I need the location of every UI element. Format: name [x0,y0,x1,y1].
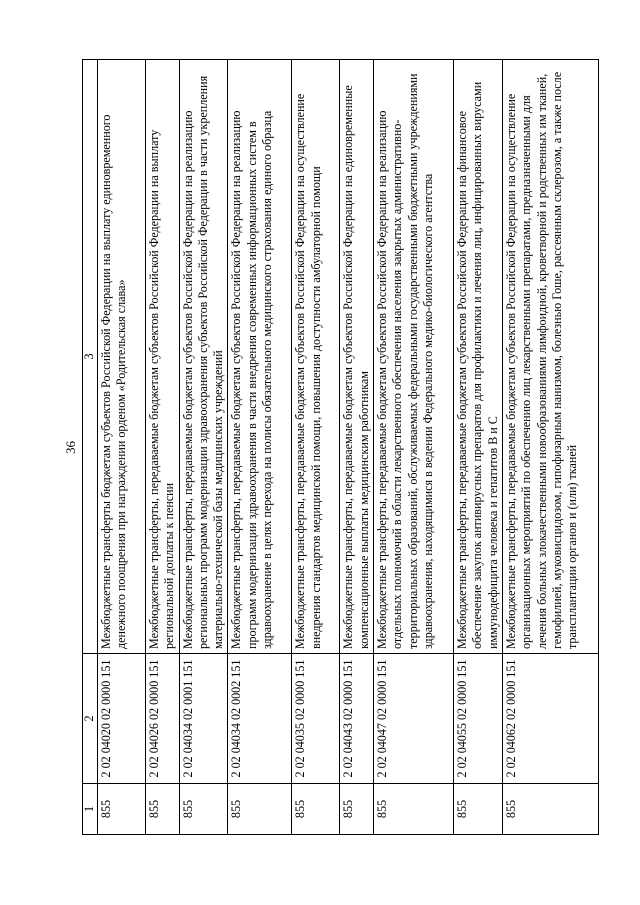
header-col-2: 2 [83,654,98,784]
admin-code-cell: 855 [146,784,180,835]
revenue-code-cell: 2 02 04062 02 0000 151 [502,654,598,784]
revenue-code-cell: 2 02 04035 02 0000 151 [292,654,340,784]
header-row [83,60,98,835]
description-cell: Межбюджетные трансферты, передаваемые бюджетам субъектов Российской Федерации на реализацию программ модернизации здравоохранения в части внедрения современных информационных систем в здравоохранение в целях перехода на полисы обязательного медицинского страхования единого образца [228,60,292,654]
table-row [374,60,454,835]
table-row [179,60,228,835]
table-row [454,60,503,835]
description-cell: Межбюджетные трансферты, передаваемые бюджетам субъектов Российской Федерации на реализацию региональных программ модернизации здравоохранения субъектов Российской Федерации в части укрепления материально-технической базы медицинских учреждений [179,60,228,654]
revenue-codes-table [82,59,599,835]
table-row [340,60,374,835]
revenue-code-cell: 2 02 04026 02 0000 151 [146,654,180,784]
description-cell: Межбюджетные трансферты, передаваемые бюджетам субъектов Российской Федерации на реализацию отдельных полномочий в области лекарственного обеспечения населения закрытых административно-территориальных образований, обслуживаемых федеральными государственными бюджетными учреждениями здравоохранения, находящимися в ведении Федерального медико-биологического агентства [374,60,454,654]
revenue-code-cell: 2 02 04047 02 0000 151 [374,654,454,784]
description-cell: Межбюджетные трансферты, передаваемые бюджетам субъектов Российской Федерации на осуществление организационных мероприятий по обеспечению лиц лекарственными препаратами, предназначенными для лечения больных злокачественными новообразованиями лимфоидной, кроветворной и родственных им тканей, гемофилией, муковисцидозом, гипофизарным нанизмом, болезнью Гоше, рассеянным склерозом, а также после трансплантации органов и (или) тканей [502,60,598,654]
admin-code-cell: 855 [374,784,454,835]
table-row [292,60,340,835]
table-row [502,60,598,835]
table-row [228,60,292,835]
admin-code-cell: 855 [454,784,503,835]
admin-code-cell: 855 [502,784,598,835]
admin-code-cell: 855 [292,784,340,835]
description-cell: Межбюджетные трансферты, передаваемые бюджетам субъектов Российской Федерации на осуществление внедрения стандартов медицинской помощи, повышения доступности амбулаторной помощи [292,60,340,654]
revenue-code-cell: 2 02 04020 02 0000 151 [98,654,146,784]
header-col-1: 1 [83,784,98,835]
description-cell: Межбюджетные трансферты, передаваемые бюджетам субъектов Российской Федерации на единовременные компенсационные выплаты медицинским работникам [340,60,374,654]
rotated-page [60,60,598,835]
admin-code-cell: 855 [179,784,228,835]
table-row [146,60,180,835]
revenue-code-cell: 2 02 04034 02 0001 151 [179,654,228,784]
revenue-code-cell: 2 02 04055 02 0000 151 [454,654,503,784]
description-cell: Межбюджетные трансферты, передаваемые бюджетам субъектов Российской Федерации на финансовое обеспечение закупок антивирусных препаратов для профилактики и лечения лиц, инфицированных вирусами иммунодефицита человека и гепатитов В и С [454,60,503,654]
revenue-code-cell: 2 02 04043 02 0000 151 [340,654,374,784]
description-cell: Межбюджетные трансферты, передаваемые бюджетам субъектов Российской Федерации на выплату региональной доплаты к пенсии [146,60,180,654]
admin-code-cell: 855 [228,784,292,835]
page-number: 36 [63,441,78,454]
revenue-code-cell: 2 02 04034 02 0002 151 [228,654,292,784]
table-row [98,60,146,835]
header-col-3: 3 [83,60,98,654]
admin-code-cell: 855 [98,784,146,835]
admin-code-cell: 855 [340,784,374,835]
description-cell: Межбюджетные трансферты бюджетам субъектов Российской Федерации на выплату единовременного денежного поощрения при награждении орденом «Родительская слава» [98,60,146,654]
